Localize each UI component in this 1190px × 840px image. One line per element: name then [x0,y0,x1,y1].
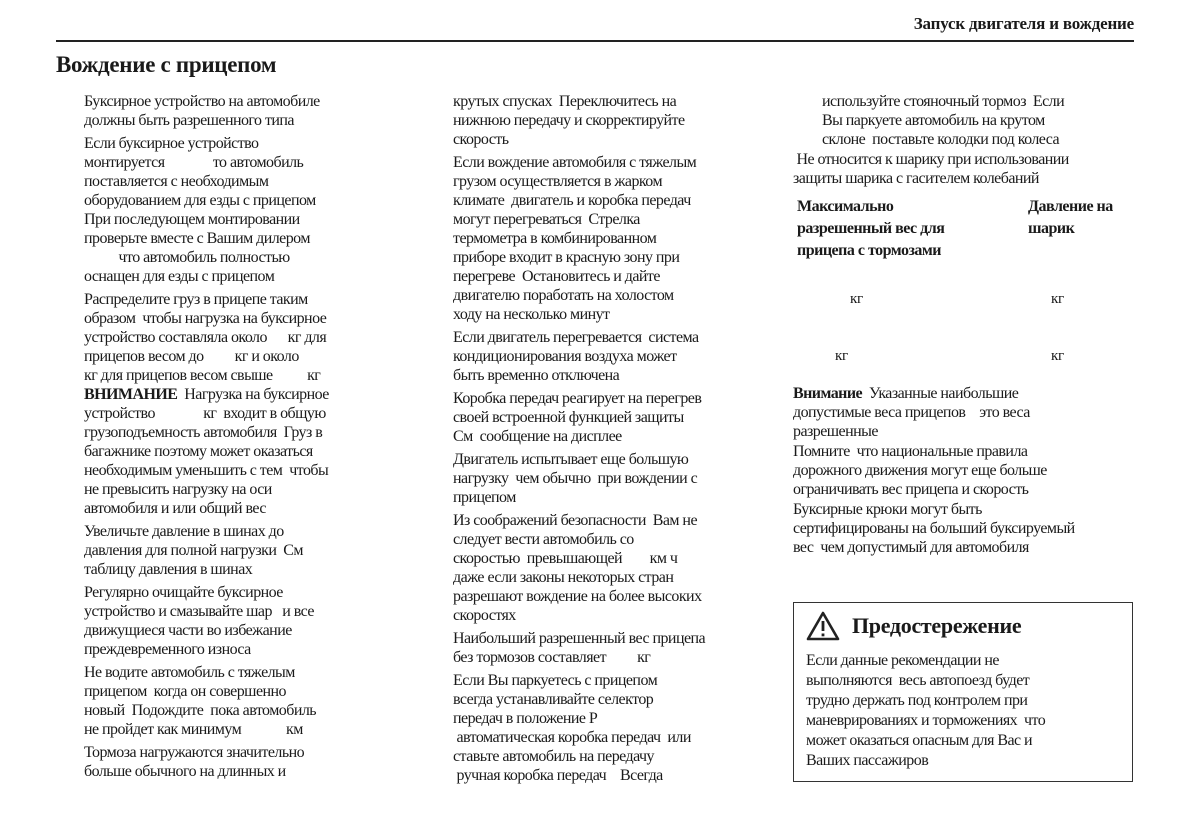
paragraph-hitch-cleaning: Регулярно очищайте буксирное устройство и смазывайте шар и все движущиеся части во избежание преждевременного износа [84,584,314,658]
paragraph-unbraked-weight: Наибольший разрешенный вес прицепа без тормозов составляет кг [453,630,706,666]
warning-triangle-icon [806,611,840,641]
warning-text: Если данные рекомендации не выполняются весь автопоезд будет трудно держать под контролем при маневрированиях и торможениях что может оказаться опасным для Вас и Ваших пассажиров [806,652,1046,769]
paragraph-tyre-pressure: Увеличьте давление в шинах до давления для полной нагрузки См таблицу давления в шинах [84,523,303,578]
paragraph-parking: Если Вы паркуетесь с прицепом всегда устанавливайте селектор передач в положение Р автоматическая коробка передач или ставьте автомобиль на передачу ручная коробка передач Всегда [453,672,691,784]
paragraph-national-rules: Помните что национальные правила дорожного движения могут еще больше ограничивать вес прицепа и скорость [793,443,1047,498]
warning-title: Предостережение [852,613,1022,638]
paragraph-gearbox-protection: Коробка передач реагирует на перегрев своей встроенной функцией защиты См сообщение на дисплее [453,390,702,445]
running-header: Запуск двигателя и вождение [913,14,1134,33]
table-cell: кг [1051,348,1064,364]
table-cell: кг [1051,291,1064,307]
paragraph-air-conditioning: Если двигатель перегревается система кондиционирования воздуха может быть временно отключена [453,329,699,384]
paragraph-hitch-mounting: Если буксирное устройство монтируется то автомобиль поставляется с необходимым оборудованием для езды с прицепом При последующем монтировании проверьте вместе с Вашим дилером что автомобиль полностью оснащен для езды с прицепом [84,135,316,285]
page-title: Вождение с прицепом [56,52,277,77]
trailer-weight-table [793,196,1135,384]
warning-box [793,602,1133,782]
paragraph-overheating: Если вождение автомобиля с тяжелым грузом осуществляется в жарком климате двигатель и коробка передач могут перегреваться Стрелка термометра в комбинированном приборе входит в красную зону при перегреве Остановитесь и дайте двигателю поработать на холостом ходу на несколько минут [453,154,697,323]
text-column-1 [84,92,384,785]
paragraph-attention-weights: Внимание Указанные наибольшие допустимые веса прицепов это веса разрешенные [793,385,1030,440]
table-header-max-weight: Максимально разрешенный вес для прицепа с тормозами [797,198,945,259]
warning-header [806,611,1021,641]
paragraph-speed-limit: Из соображений безопасности Вам не следует вести автомобиль со скоростью превышающей км ч даже если законы некоторых стран разрешают вождение на более высоких скоростях [453,512,702,624]
paragraph-tow-hooks: Буксирные крюки могут быть сертифицированы на больший буксируемый вес чем допустимый для автомобиля [793,501,1075,556]
paragraph-engine-load: Двигатель испытывает еще большую нагрузку чем обычно при вождении с прицепом [453,451,698,506]
attention-label: ВНИМАНИЕ [84,386,178,403]
paragraph-load-distribution: Распределите груз в прицепе таким образом чтобы нагрузка на буксирное устройство составляла около кг для прицепов весом до кг и около кг для прицепов весом свыше кг ВНИМАНИЕ Нагрузка на буксирное устройство кг входит в общую грузоподъемность автомобиля Груз в багажнике поэтому может оказаться необходимым уменьшить с тем чтобы не превысить нагрузку на оси автомобиля и или общий вес [84,291,329,517]
paragraph-parking-brake: используйте стояночный тормоз Если Вы паркуете автомобиль на крутом склоне поставьте колодки под колеса [822,93,1065,148]
table-header-ball-pressure: Давление на шарик [1028,198,1113,237]
paragraph-ball-note: Не относится к шарику при использовании защиты шарика с гасителем колебаний [793,151,1069,187]
text-column-2 [453,92,763,789]
paragraph-new-car: Не водите автомобиль с тяжелым прицепом когда он совершенно новый Подождите пока автомобиль не пройдет как минимум км [84,664,317,738]
table-cell: кг [835,348,848,364]
text-column-3 [793,92,1135,558]
table-cell: кг [850,291,863,307]
paragraph-descents: крутых спусках Переключитесь на нижнюю передачу и скорректируйте скорость [453,93,685,148]
paragraph-hitch-type: Буксирное устройство на автомобиле должны быть разрешенного типа [84,93,320,129]
attention-label: Внимание [793,385,863,402]
paragraph-brakes: Тормоза нагружаются значительно больше обычного на длинных и [84,744,305,780]
header-rule [56,40,1134,42]
